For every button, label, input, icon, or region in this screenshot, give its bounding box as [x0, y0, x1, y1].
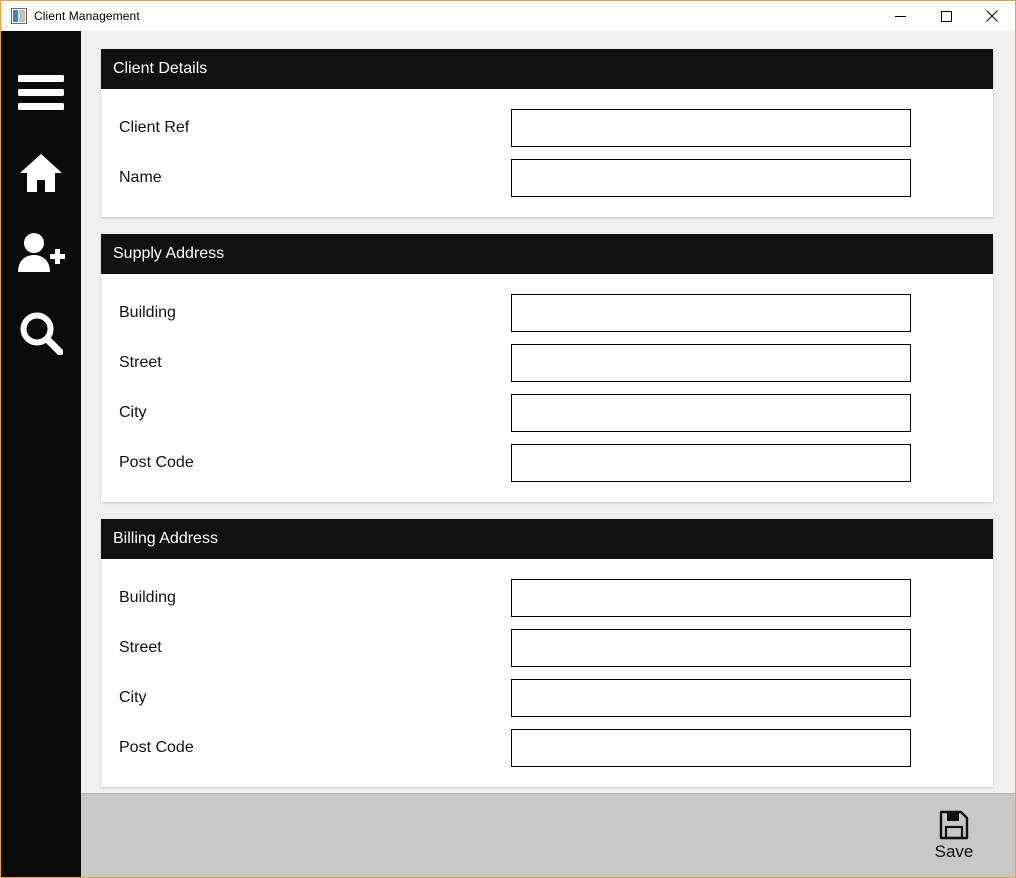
- field-row-billing-post-code: [101, 723, 993, 773]
- supply-post-code-input[interactable]: [511, 444, 911, 482]
- sidebar-item-menu[interactable]: [1, 53, 81, 133]
- section-title: Supply Address: [101, 234, 993, 274]
- field-row-supply-street: [101, 338, 993, 388]
- field-row-supply-post-code: [101, 438, 993, 488]
- billing-post-code-input[interactable]: [511, 729, 911, 767]
- field-row-billing-city: [101, 673, 993, 723]
- section-body: [101, 274, 993, 502]
- sidebar-item-search[interactable]: [1, 293, 81, 373]
- field-row-client-name: [101, 153, 993, 203]
- field-label-billing-street: Street: [119, 639, 162, 656]
- hamburger-menu-icon: [18, 74, 64, 112]
- footer-bar: [81, 793, 1015, 877]
- home-icon: [19, 153, 63, 193]
- billing-building-input[interactable]: [511, 579, 911, 617]
- floppy-disk-save-icon: [939, 810, 969, 840]
- field-label-client-ref: Client Ref: [119, 119, 190, 136]
- field-row-supply-building: [101, 288, 993, 338]
- section-billing-address: [101, 519, 993, 787]
- field-label-supply-post-code: Post Code: [119, 454, 194, 471]
- sidebar-navigation: [1, 31, 81, 877]
- supply-city-input[interactable]: [511, 394, 911, 432]
- window-title: Client Management: [34, 8, 140, 23]
- field-label-billing-city: City: [119, 689, 147, 706]
- section-body: [101, 89, 993, 217]
- window-content: [1, 31, 1015, 877]
- section-client-details: [101, 49, 993, 217]
- supply-building-input[interactable]: [511, 294, 911, 332]
- sidebar-item-add-client[interactable]: [1, 213, 81, 293]
- section-title: Client Details: [101, 49, 993, 89]
- app-window-icon: [11, 8, 27, 24]
- section-supply-address: [101, 234, 993, 502]
- minimize-icon: [895, 11, 906, 22]
- field-label-supply-city: City: [119, 404, 147, 421]
- add-user-icon: [17, 232, 65, 274]
- search-icon: [19, 311, 63, 355]
- field-label-client-name: Name: [119, 169, 162, 186]
- form-area: [81, 31, 1015, 793]
- maximize-button[interactable]: [923, 1, 969, 31]
- save-button-label: Save: [934, 841, 974, 861]
- close-button[interactable]: [969, 1, 1015, 31]
- title-bar: [1, 1, 1015, 31]
- field-row-billing-building: [101, 573, 993, 623]
- client-ref-input[interactable]: [511, 109, 911, 147]
- field-row-supply-city: [101, 388, 993, 438]
- field-row-billing-street: [101, 623, 993, 673]
- field-row-client-ref: [101, 103, 993, 153]
- field-label-billing-post-code: Post Code: [119, 739, 194, 756]
- window-controls: [877, 1, 1015, 31]
- sidebar-item-home[interactable]: [1, 133, 81, 213]
- minimize-button[interactable]: [877, 1, 923, 31]
- field-label-billing-building: Building: [119, 589, 176, 606]
- save-button[interactable]: [917, 810, 991, 862]
- field-label-supply-building: Building: [119, 304, 176, 321]
- field-label-supply-street: Street: [119, 354, 162, 371]
- section-title: Billing Address: [101, 519, 993, 559]
- main-panel: [81, 31, 1015, 877]
- billing-street-input[interactable]: [511, 629, 911, 667]
- billing-city-input[interactable]: [511, 679, 911, 717]
- section-body: [101, 559, 993, 787]
- supply-street-input[interactable]: [511, 344, 911, 382]
- close-icon: [986, 10, 998, 22]
- maximize-icon: [941, 11, 952, 22]
- client-name-input[interactable]: [511, 159, 911, 197]
